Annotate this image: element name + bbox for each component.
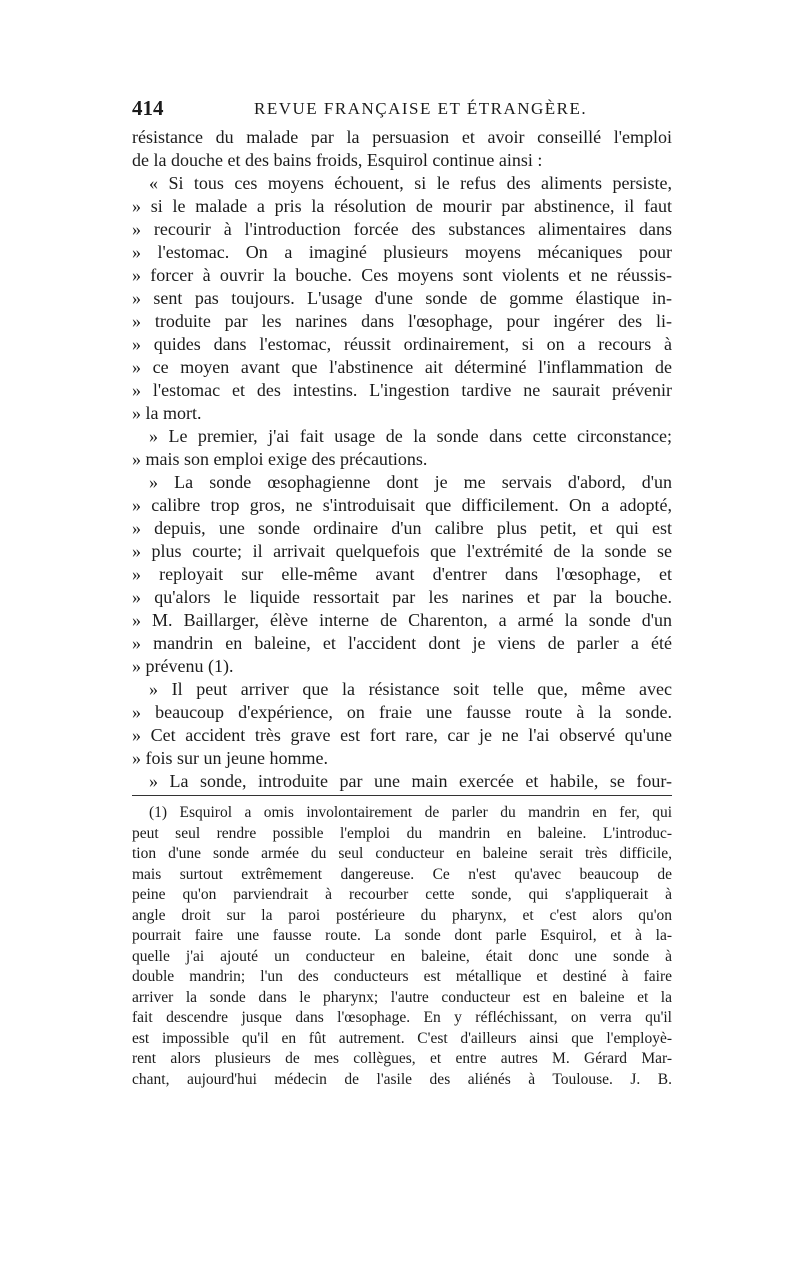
text-line: résistance du malade par la persuasion et avoir conseillé l'emploi bbox=[132, 127, 672, 147]
text-line: » Il peut arriver que la résistance soit telle que, même avec bbox=[149, 679, 672, 699]
footnote bbox=[132, 803, 672, 1090]
text-line: » M. Baillarger, élève interne de Charenton, a armé la sonde d'un bbox=[132, 610, 672, 630]
footnote-line: est impossible qu'il en fût autrement. C'est d'ailleurs ainsi que l'employè- bbox=[132, 1029, 672, 1047]
text-line: » troduite par les narines dans l'œsophage, pour ingérer des li- bbox=[132, 311, 672, 331]
footnote-line: (1) Esquirol a omis involontairement de parler du mandrin en fer, qui bbox=[149, 804, 672, 821]
text-line: » mais son emploi exige des précautions. bbox=[132, 449, 428, 469]
text-line: » mandrin en baleine, et l'accident dont je viens de parler a été bbox=[132, 633, 672, 653]
text-line: » La sonde œsophagienne dont je me servais d'abord, d'un bbox=[149, 472, 672, 492]
text-line: » forcer à ouvrir la bouche. Ces moyens sont violents et ne réussis- bbox=[132, 265, 672, 285]
footnote-line: peut seul rendre possible l'emploi du mandrin en baleine. L'introduc- bbox=[132, 824, 672, 842]
footnote-line: quelle j'ai ajouté un conducteur en baleine, était donc une sonde à bbox=[132, 947, 672, 965]
footnote-line: double mandrin; l'un des conducteurs est métallique et destiné à faire bbox=[132, 968, 672, 985]
page-number: 414 bbox=[132, 96, 164, 120]
text-line: » la mort. bbox=[132, 403, 202, 423]
text-line: de la douche et des bains froids, Esquirol continue ainsi : bbox=[132, 150, 543, 170]
text-line: » beaucoup d'expérience, on fraie une fausse route à la sonde. bbox=[132, 702, 672, 722]
text-line: » l'estomac. On a imaginé plusieurs moyens mécaniques pour bbox=[132, 242, 672, 262]
text-line: » La sonde, introduite par une main exercée et habile, se four- bbox=[149, 771, 672, 791]
footnote-line: mais surtout extrêmement dangereuse. Ce n'est qu'avec beaucoup de bbox=[132, 865, 672, 883]
footnote-line: peine qu'on parviendrait à recourber cette sonde, qui s'appliquerait à bbox=[132, 886, 672, 903]
text-line: » sent pas toujours. L'usage d'une sonde de gomme élastique in- bbox=[132, 288, 672, 308]
footnote-line: chant, aujourd'hui médecin de l'asile des aliénés à Toulouse. J. B. bbox=[132, 1070, 672, 1088]
text-line: » reployait sur elle-même avant d'entrer dans l'œsophage, et bbox=[132, 564, 672, 584]
running-title: REVUE FRANÇAISE ET ÉTRANGÈRE. bbox=[254, 99, 588, 118]
text-line: » l'estomac et des intestins. L'ingestion tardive ne saurait prévenir bbox=[132, 380, 672, 400]
main-text bbox=[132, 126, 672, 793]
text-line: » Le premier, j'ai fait usage de la sonde dans cette circonstance; bbox=[149, 426, 672, 446]
text-line: » calibre trop gros, ne s'introduisait que difficilement. On a adopté, bbox=[132, 495, 672, 515]
text-line: » si le malade a pris la résolution de mourir par abstinence, il faut bbox=[132, 196, 672, 216]
text-line: » prévenu (1). bbox=[132, 656, 234, 676]
text-line: » ce moyen avant que l'abstinence ait déterminé l'inflammation de bbox=[132, 357, 672, 377]
footnote-divider bbox=[132, 795, 672, 796]
footnote-line: tion d'une sonde armée du seul conducteur en baleine serait très difficile, bbox=[132, 845, 672, 862]
footnote-line: fait descendre jusque dans l'œsophage. En y réfléchissant, on verra qu'il bbox=[132, 1009, 672, 1026]
footnote-line: rent alors plusieurs de mes collègues, et entre autres M. Gérard Mar- bbox=[132, 1050, 672, 1067]
text-line: » quides dans l'estomac, réussit ordinairement, si on a recours à bbox=[132, 334, 672, 354]
text-line: « Si tous ces moyens échouent, si le refus des aliments persiste, bbox=[149, 173, 672, 193]
footnote-line: angle droit sur la paroi postérieure du pharynx, et c'est alors qu'on bbox=[132, 906, 672, 924]
text-line: » fois sur un jeune homme. bbox=[132, 748, 328, 768]
page-header bbox=[132, 96, 672, 126]
footnote-line: arriver la sonde dans le pharynx; l'autre conducteur est en baleine et la bbox=[132, 988, 672, 1006]
footnote-line: pourrait faire une fausse route. La sonde dont parle Esquirol, et à la- bbox=[132, 927, 672, 944]
text-line: » plus courte; il arrivait quelquefois que l'extrémité de la sonde se bbox=[132, 541, 672, 561]
text-line: » Cet accident très grave est fort rare, car je ne l'ai observé qu'une bbox=[132, 725, 672, 745]
text-line: » qu'alors le liquide ressortait par les narines et par la bouche. bbox=[132, 587, 672, 607]
text-line: » recourir à l'introduction forcée des substances alimentaires dans bbox=[132, 219, 672, 239]
text-line: » depuis, une sonde ordinaire d'un calibre plus petit, et qui est bbox=[132, 518, 672, 538]
